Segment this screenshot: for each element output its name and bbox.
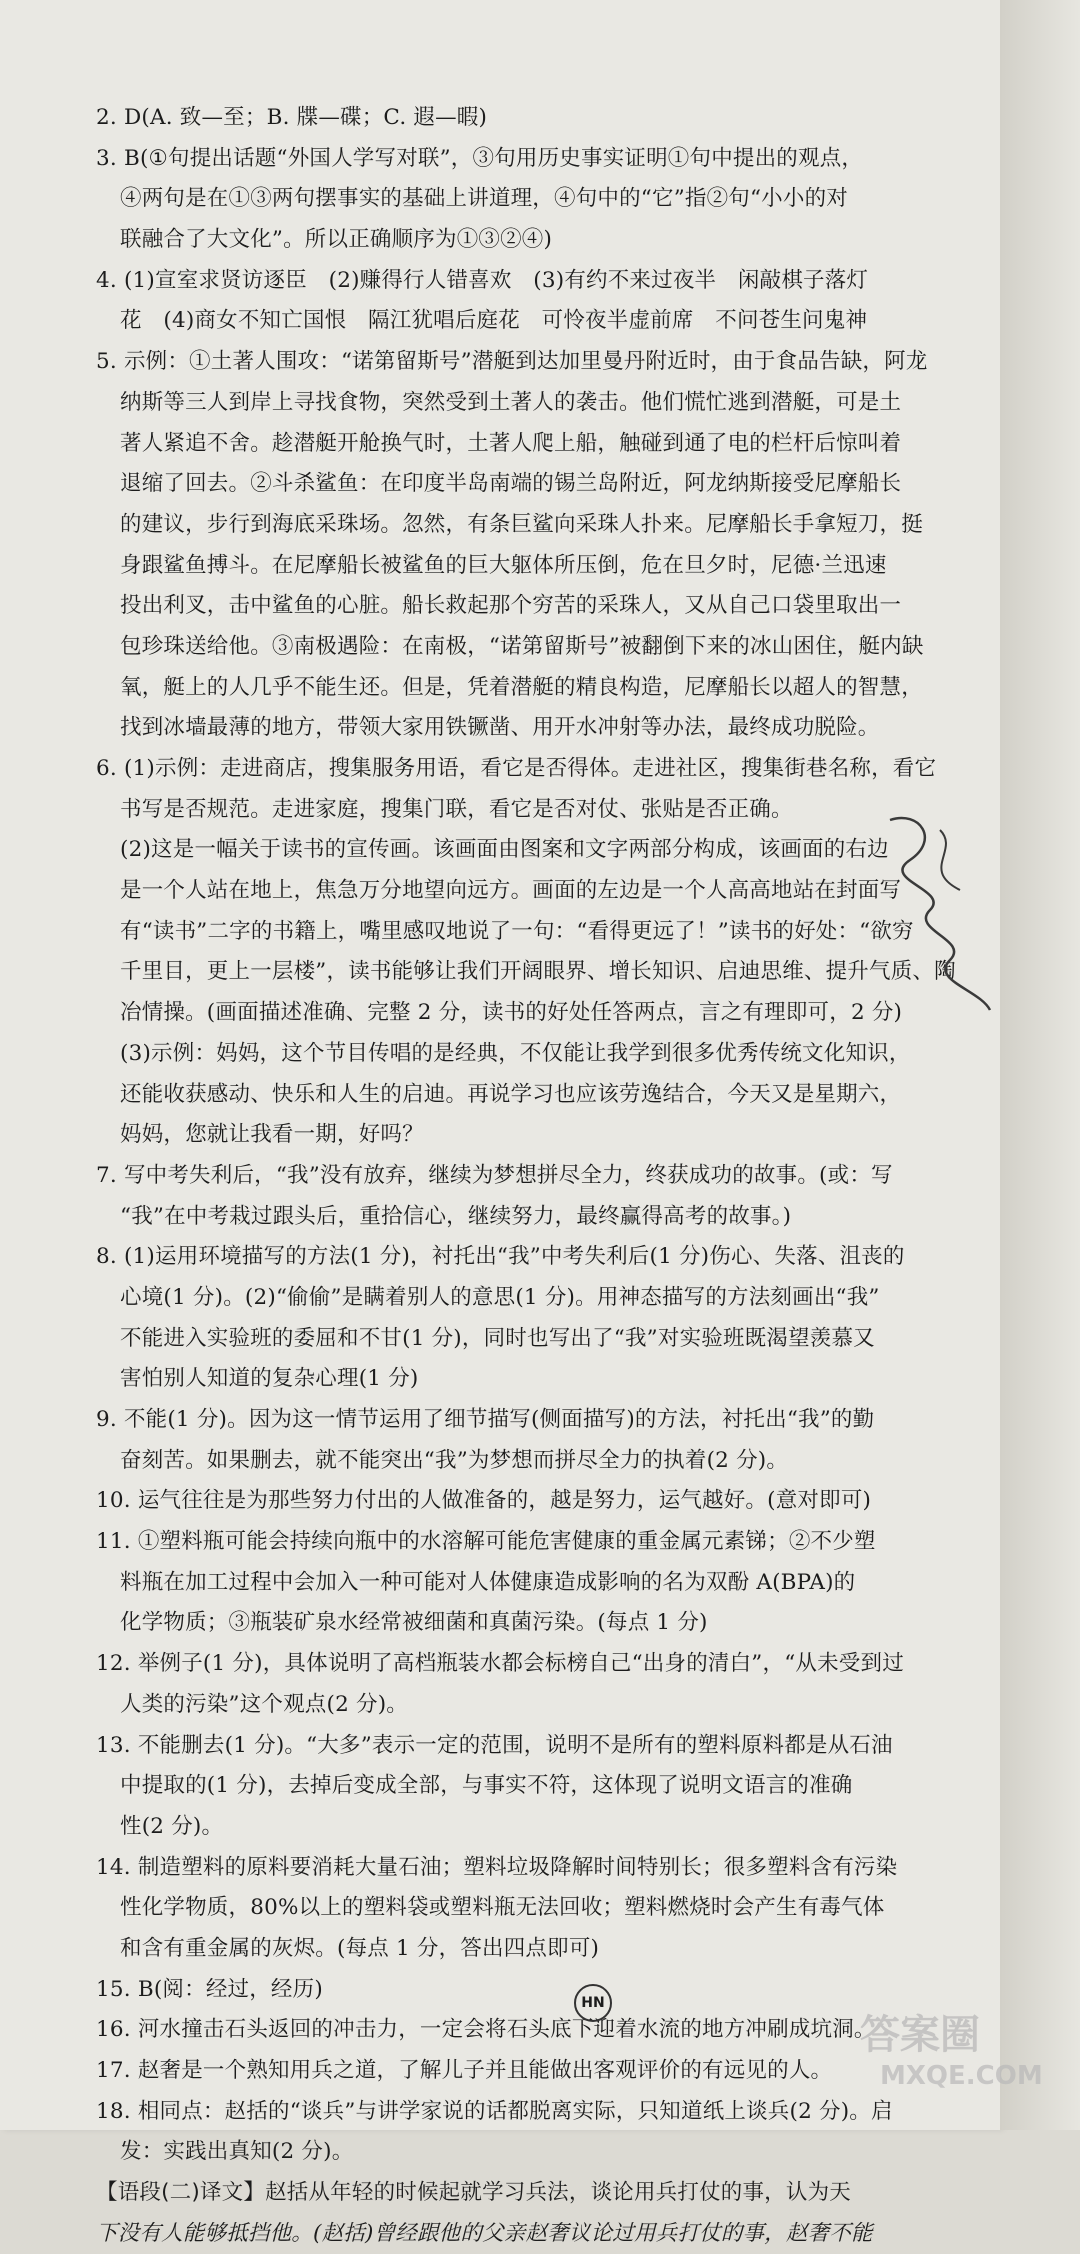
answer-line: 化学物质；③瓶装矿泉水经常被细菌和真菌污染。(每点 1 分) bbox=[120, 1610, 708, 1636]
translation-line: 下没有人能够抵挡他。(赵括)曾经跟他的父亲赵奢议论过用兵打仗的事，赵奢不能 bbox=[96, 2220, 873, 2246]
answer-line: 是一个人站在地上，焦急万分地望向远方。画面的左边是一个人高高地站在封面写 bbox=[120, 878, 902, 904]
answer-line: 包珍珠送给他。③南极遇险：在南极，“诺第留斯号”被翻倒下来的冰山困住，艇内缺 bbox=[120, 633, 924, 659]
answer-line: 14. 制造塑料的原料要消耗大量石油；塑料垃圾降解时间特别长；很多塑料含有污染 bbox=[96, 1854, 898, 1880]
answer-line: 11. ①塑料瓶可能会持续向瓶中的水溶解可能危害健康的重金属元素锑；②不少塑 bbox=[96, 1529, 876, 1555]
answer-line: (2)这是一幅关于读书的宣传画。该画面由图案和文字两部分构成，该画面的右边 bbox=[120, 837, 889, 863]
answer-line: 有“读书”二字的书籍上，嘴里感叹地说了一句：“看得更远了！”读书的好处：“欲穷 bbox=[120, 918, 914, 944]
answer-line: 身跟鲨鱼搏斗。在尼摩船长被鲨鱼的巨大躯体所压倒，危在旦夕时，尼德·兰迅速 bbox=[120, 552, 887, 578]
answer-line: 5. 示例：①土著人围攻：“诺第留斯号”潜艇到达加里曼丹附近时，由于食品告缺，阿龙 bbox=[96, 349, 928, 375]
watermark-url: MXQE.COM bbox=[880, 2061, 1043, 2091]
answer-line: 7. 写中考失利后，“我”没有放弃，继续为梦想拼尽全力，终获成功的故事。(或：写 bbox=[96, 1162, 893, 1188]
answer-line: 著人紧追不舍。趁潜艇开舱换气时，土著人爬上船，触碰到通了电的栏杆后惊叫着 bbox=[120, 430, 902, 456]
answer-line: 12. 举例子(1 分)，具体说明了高档瓶装水都会标榜自己“出身的清白”，“从未受到过 bbox=[96, 1651, 904, 1677]
answer-line: 2. D(A. 致—至；B. 牒—碟；C. 遐—暇) bbox=[96, 105, 488, 130]
answer-line: 9. 不能(1 分)。因为这一情节运用了细节描写(侧面描写)的方法，衬托出“我”的勤 bbox=[96, 1407, 875, 1432]
answer-line: 10. 运气往往是为那些努力付出的人做准备的，越是努力，运气越好。(意对即可) bbox=[96, 1488, 872, 1514]
answer-line: 纳斯等三人到岸上寻找食物，突然受到土著人的袭击。他们慌忙逃到潜艇，可是土 bbox=[120, 389, 902, 415]
answer-line: 冶情操。(画面描述准确、完整 2 分，读书的好处任答两点，言之有理即可，2 分) bbox=[120, 1000, 903, 1026]
answer-line: 18. 相同点：赵括的“谈兵”与讲学家说的话都脱离实际，只知道纸上谈兵(2 分)。启 bbox=[96, 2098, 893, 2124]
answer-line: 的建议，步行到海底采珠场。忽然，有条巨鲨向采珠人扑来。尼摩船长手拿短刀，挺 bbox=[120, 511, 923, 537]
answer-line: 投出利叉，击中鲨鱼的心脏。船长救起那个穷苦的采珠人，又从自己口袋里取出一 bbox=[120, 593, 902, 619]
answer-line: 发：实践出真知(2 分)。 bbox=[120, 2139, 354, 2165]
answer-line: 花 (4)商女不知亡国恨 隔江犹唱后庭花 可怜夜半虚前席 不问苍生问鬼神 bbox=[120, 308, 868, 334]
answer-line: 15. B(阅：经过，经历) bbox=[96, 1976, 323, 2002]
answer-line: 和含有重金属的灰烬。(每点 1 分，答出四点即可) bbox=[120, 1935, 600, 1961]
handwriting-scribble bbox=[880, 800, 1000, 1020]
answer-line: 13. 不能删去(1 分)。“大多”表示一定的范围，说明不是所有的塑料原料都是从石油 bbox=[96, 1732, 893, 1758]
answer-line: 找到冰墙最薄的地方，带领大家用铁镢凿、用开水冲射等办法，最终成功脱险。 bbox=[120, 715, 880, 741]
answer-line: ④两句是在①③两句摆事实的基础上讲道理，④句中的“它”指②句“小小的对 bbox=[120, 186, 848, 212]
answer-line: 6. (1)示例：走进商店，搜集服务用语，看它是否得体。走进社区，搜集街巷名称，看它 bbox=[96, 756, 937, 781]
page-edge bbox=[1000, 0, 1080, 2130]
answer-line: 退缩了回去。②斗杀鲨鱼：在印度半岛南端的锡兰岛附近，阿龙纳斯接受尼摩船长 bbox=[120, 471, 902, 497]
page-mark-badge: HN bbox=[574, 1984, 612, 2022]
answer-line: 联融合了大文化”。所以正确顺序为①③②④) bbox=[120, 227, 553, 253]
answer-line: 17. 赵奢是一个熟知用兵之道，了解儿子并且能做出客观评价的有远见的人。 bbox=[96, 2058, 833, 2083]
answer-line: 料瓶在加工过程中会加入一种可能对人体健康造成影响的名为双酚 A(BPA)的 bbox=[120, 1569, 856, 1595]
answer-line: 4. (1)宣室求贤访逐臣 (2)赚得行人错喜欢 (3)有约不来过夜半 闲敲棋子落灯 bbox=[96, 267, 869, 293]
answer-line: 奋刻苦。如果删去，就不能突出“我”为梦想而拼尽全力的执着(2 分)。 bbox=[120, 1447, 789, 1473]
answer-line: 性(2 分)。 bbox=[120, 1813, 224, 1839]
site-watermark bbox=[860, 2010, 1070, 2120]
answer-line: 3. B(①句提出话题“外国人学写对联”，③句用历史事实证明①句中提出的观点， bbox=[96, 145, 864, 171]
answer-line: 心境(1 分)。(2)“偷偷”是瞒着别人的意思(1 分)。用神态描写的方法刻画出“我” bbox=[120, 1284, 880, 1310]
translation-line: 【语段(二)译文】赵括从年轻的时候起就学习兵法，谈论用兵打仗的事，认为天 bbox=[96, 2180, 851, 2206]
answer-line: 千里目，更上一层楼”，读书能够让我们开阔眼界、增长知识、启迪思维、提升气质、陶 bbox=[120, 959, 956, 985]
answer-line: 妈妈，您就让我看一期，好吗？ bbox=[120, 1122, 424, 1148]
answer-line: 中提取的(1 分)，去掉后变成全部，与事实不符，这体现了说明文语言的准确 bbox=[120, 1773, 853, 1799]
answer-line: 害怕别人知道的复杂心理(1 分) bbox=[120, 1366, 419, 1392]
answer-line: 氧，艇上的人几乎不能生还。但是，凭着潜艇的精良构造，尼摩船长以超人的智慧， bbox=[120, 674, 923, 700]
answer-text bbox=[96, 98, 976, 2254]
answer-line: 还能收获感动、快乐和人生的启迪。再说学习也应该劳逸结合，今天又是星期六， bbox=[120, 1081, 902, 1107]
answer-line: (3)示例：妈妈，这个节目传唱的是经典，不仅能让我学到很多优秀传统文化知识， bbox=[120, 1040, 911, 1066]
answer-line: 性化学物质，80%以上的塑料袋或塑料瓶无法回收；塑料燃烧时会产生有毒气体 bbox=[120, 1895, 885, 1921]
watermark-main: 答案圈 bbox=[860, 2012, 980, 2058]
answer-line: 人类的污染”这个观点(2 分)。 bbox=[120, 1691, 408, 1717]
answer-line: 16. 河水撞击石头返回的冲击力，一定会将石头底下迎着水流的地方冲刷成坑洞。 bbox=[96, 2017, 876, 2043]
answer-line: 书写是否规范。走进家庭，搜集门联，看它是否对仗、张贴是否正确。 bbox=[120, 796, 793, 822]
answer-line: 不能进入实验班的委屈和不甘(1 分)，同时也写出了“我”对实验班既渴望羡慕又 bbox=[120, 1325, 875, 1351]
answer-line: 8. (1)运用环境描写的方法(1 分)，衬托出“我”中考失利后(1 分)伤心、失落、沮丧的 bbox=[96, 1244, 905, 1270]
answer-line: “我”在中考栽过跟头后，重拾信心，继续努力，最终赢得高考的故事。) bbox=[120, 1203, 792, 1229]
